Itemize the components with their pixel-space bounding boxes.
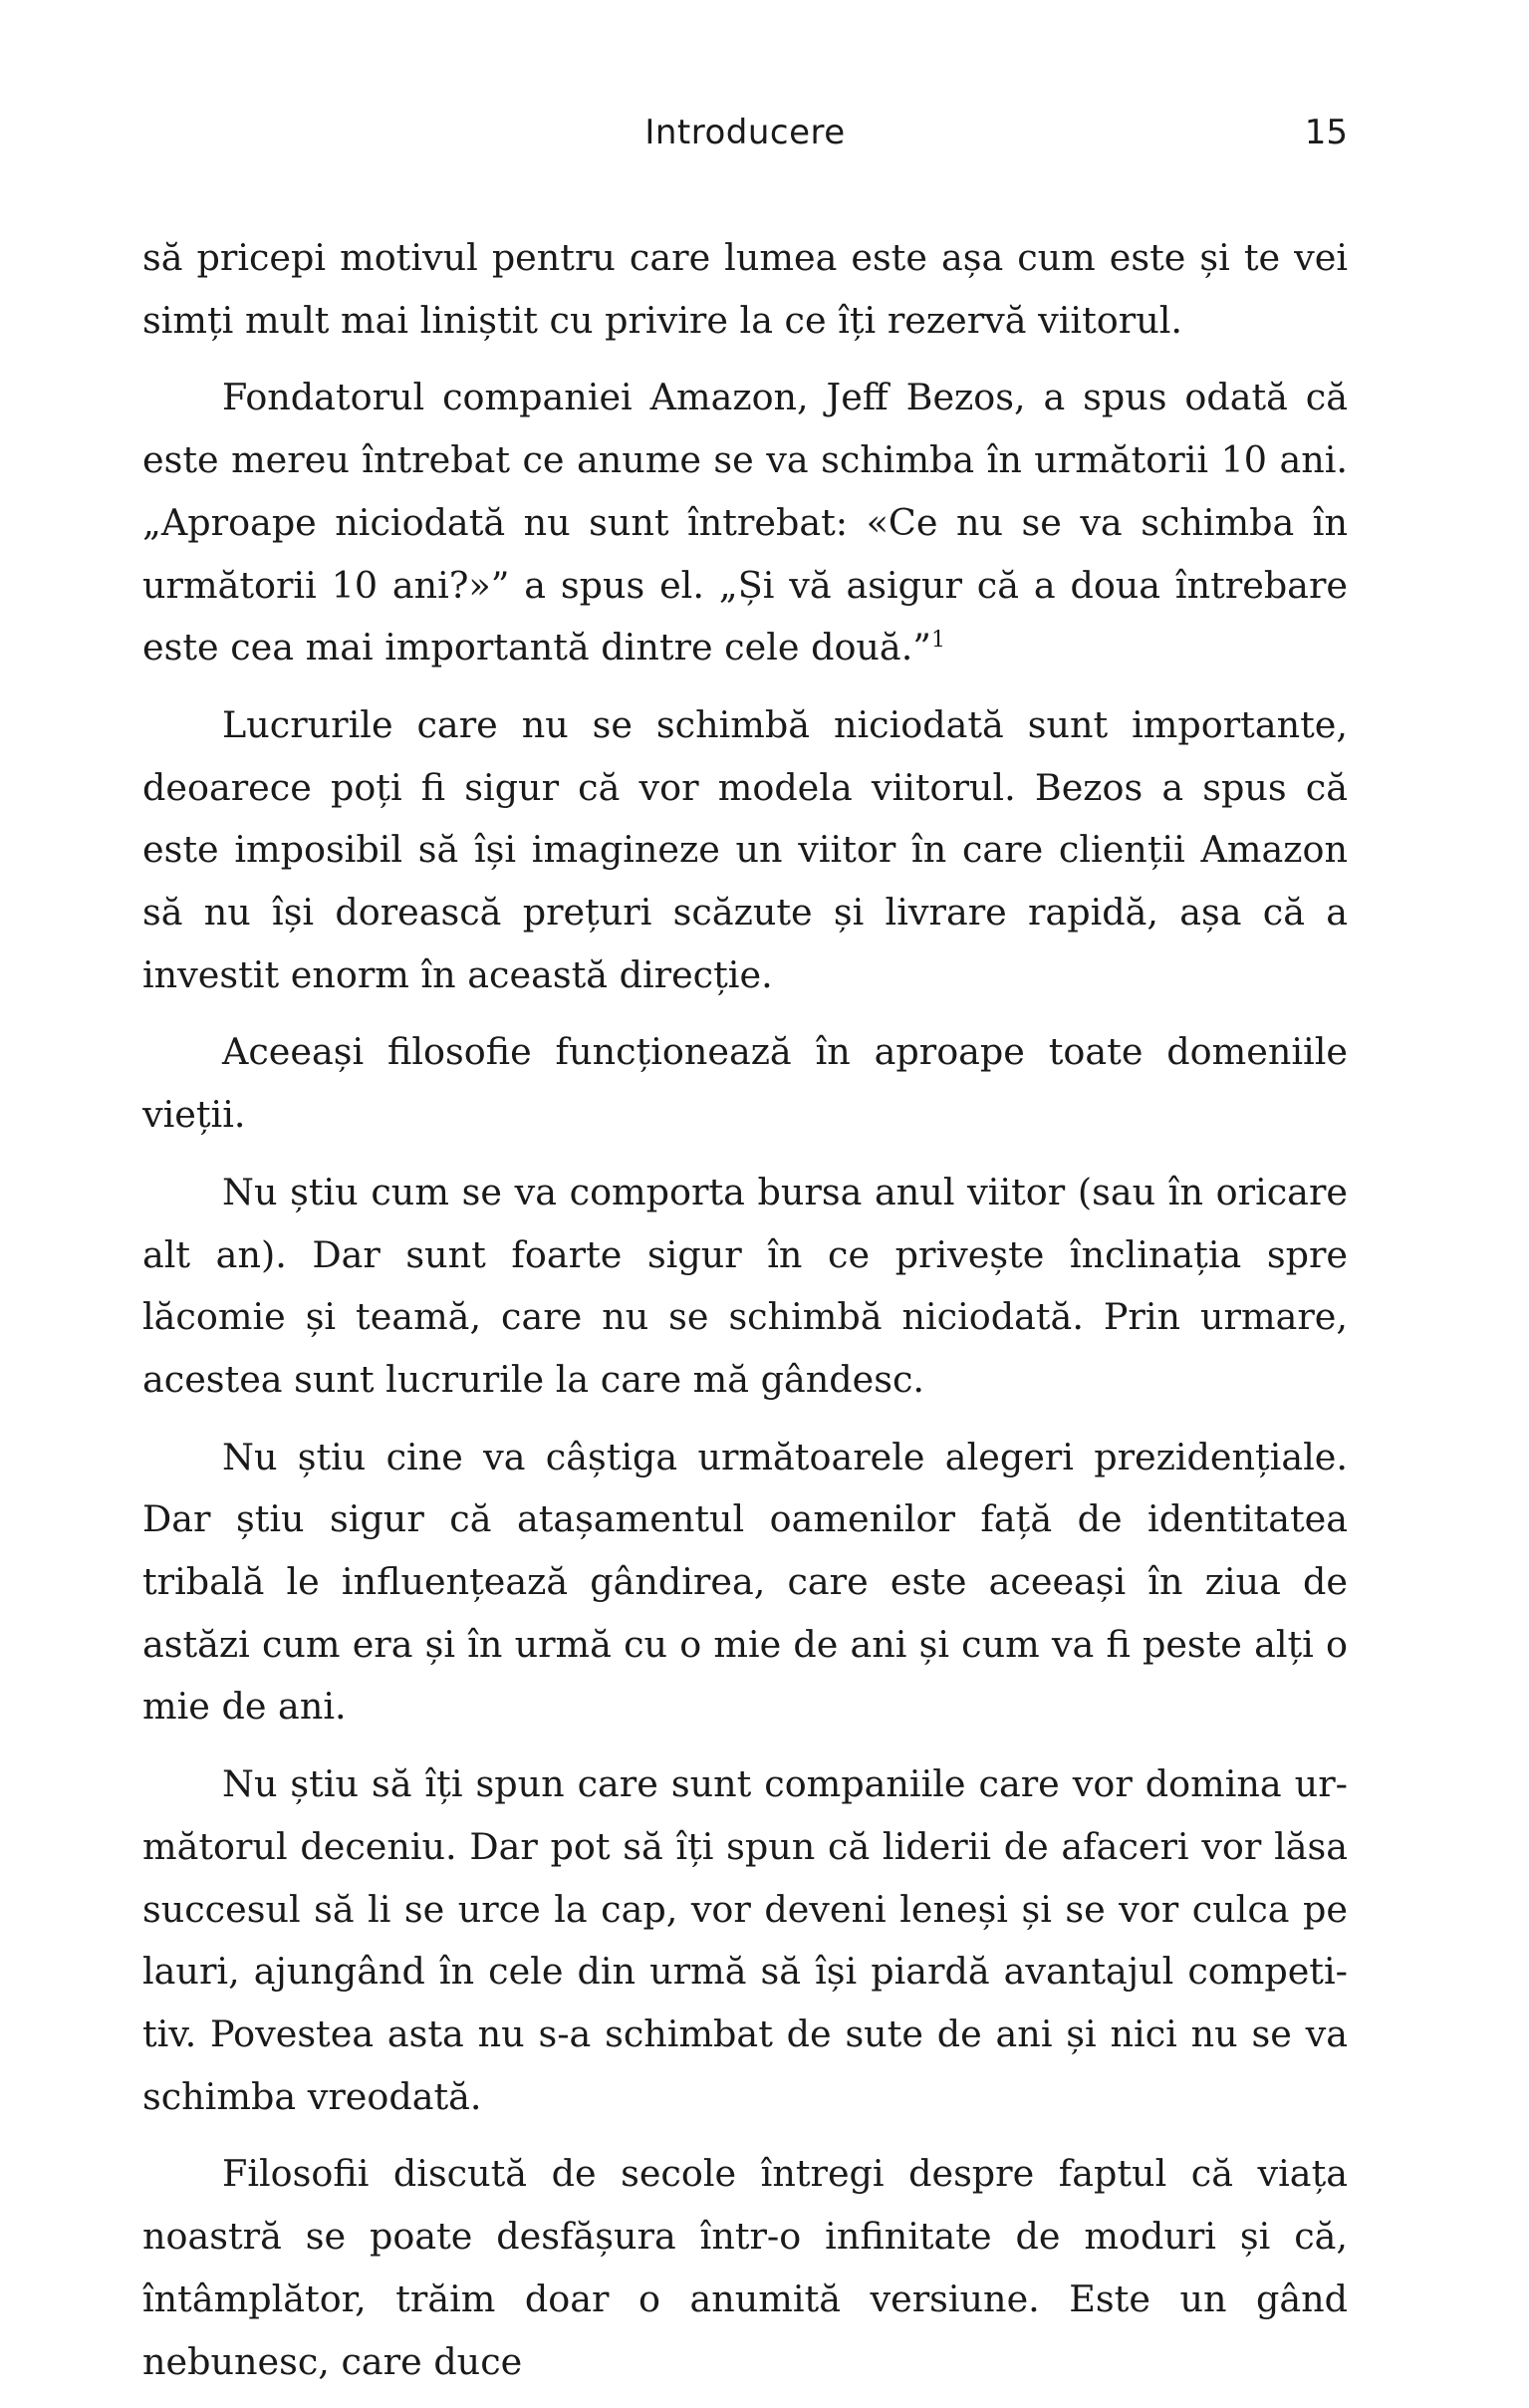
page-number: 15 <box>1304 113 1348 152</box>
paragraph-8 <box>142 2143 1348 2393</box>
paragraph-8-text: Filosofii discută de secole întregi despre faptul că viața noastră se poate desfășura într-o infinitate de moduri și că, întâmplător, trăim doar o anumită versiune. Este un gând nebunesc, care duce <box>142 2152 1348 2383</box>
paragraph-3-text: Lucrurile care nu se schimbă niciodată sunt importante, deoarece poți fi sigur că vor modela viitorul. Bezos a spus că este imposibil să își imagineze un viitor în care clienții Amazon să nu își dorească prețuri scăzute și livrare rapidă, așa că a investit enorm în această direcție. <box>142 702 1348 996</box>
paragraph-5 <box>142 1162 1348 1412</box>
paragraph-5-text: Nu știu cum se va comporta bursa anul viitor (sau în oricare alt an). Dar sunt foarte sigur în ce privește înclinația spre lăcomie și teamă, care nu se schimbă niciodată. Prin urmare, acestea sunt lucrurile la care mă gândesc. <box>142 1170 1348 1401</box>
paragraph-4 <box>142 1021 1348 1146</box>
paragraph-2 <box>142 367 1348 679</box>
body-text <box>142 227 1348 2408</box>
paragraph-2-text: Fondatorul companiei Amazon, Jeff Bezos, a spus odată că este mereu întrebat ce anume se va schimba în următorii 10 ani. „Aproape niciodată nu sunt întrebat: «Ce nu se va schimba în următorii 10 ani?»” a spus el. „Și vă asigur că a doua întrebare este cea mai importantă dintre cele două.” <box>142 376 1348 669</box>
paragraph-7 <box>142 1753 1348 2128</box>
paragraph-6 <box>142 1427 1348 1739</box>
paragraph-6-text: Nu știu cine va câștiga următoarele alegeri prezidențiale. Dar știu sigur că atașamentul oamenilor față de identitatea tribală le influențează gândirea, care este aceeași în ziua de astăzi cum era și în urmă cu o mie de ani și cum va fi peste alți o mie de ani. <box>142 1435 1348 1729</box>
paragraph-4-text: Aceeași filosofie funcționează în aproape toate domeniile vieții. <box>142 1030 1348 1137</box>
paragraph-1-text: să pricepi motivul pentru care lumea este așa cum este și te vei simți mult mai liniștit cu privire la ce îți rezervă viitorul. <box>142 236 1348 342</box>
paragraph-7-text: Nu știu să îți spun care sunt companiile care vor domina următorul deceniu. Dar pot să îți spun că liderii de afaceri vor lăsa succesul să li se urce la cap, vor deveni leneși și se vor culca pe lauri, ajungând în cele din urmă să își piardă avantajul competitiv. Povestea asta nu s-a schimbat de sute de ani și nici nu se va schimba vreodată. <box>142 1762 1348 2118</box>
running-header <box>142 108 1348 157</box>
paragraph-3 <box>142 694 1348 1007</box>
chapter-title: Introducere <box>644 113 846 152</box>
footnote-reference: 1 <box>930 628 945 654</box>
paragraph-1 <box>142 227 1348 352</box>
